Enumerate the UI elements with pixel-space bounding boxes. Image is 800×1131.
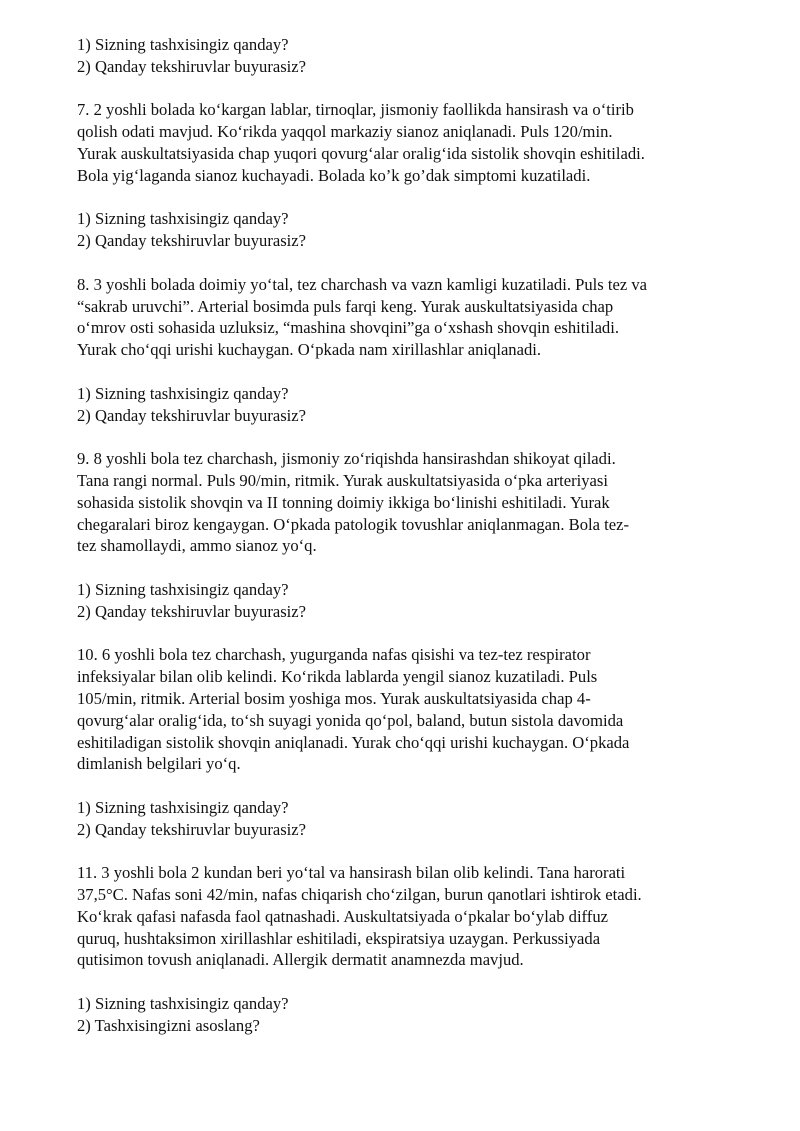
case-text-line: Bola yig‘laganda sianoz kuchayadi. Bolada ko’k go’dak simptomi kuzatiladi. [77, 165, 591, 185]
question-diagnosis: 1) Sizning tashxisingiz qanday? [77, 579, 289, 599]
question-diagnosis: 1) Sizning tashxisingiz qanday? [77, 209, 289, 229]
case-text [77, 99, 737, 186]
question-justify: 2) Tashxisingizni asoslang? [77, 1015, 260, 1035]
question-block [77, 797, 737, 841]
document-page [77, 34, 737, 1037]
question-examinations: 2) Qanday tekshiruvlar buyurasiz? [77, 231, 307, 251]
case-text-line: eshitiladigan sistolik shovqin aniqlanadi. Yurak cho‘qqi urishi kuchaygan. O‘pkada [77, 732, 630, 752]
case-text-line: qutisimon tovush aniqlanadi. Allergik dermatit anamnezda mavjud. [77, 950, 524, 970]
case-text-line: 8. 3 yoshli bolada doimiy yo‘tal, tez charchash va vazn kamligi kuzatiladi. Puls tez va [77, 274, 648, 294]
case-text-line: o‘mrov osti sohasida uzluksiz, “mashina shovqini”ga o‘xshash shovqin eshitiladi. [77, 318, 619, 338]
case-text-line: sohasida sistolik shovqin va II tonning doimiy ikkiga bo‘linishi eshitiladi. Yurak [77, 492, 610, 512]
question-examinations: 2) Qanday tekshiruvlar buyurasiz? [77, 819, 307, 839]
case-text-line: dimlanish belgilari yo‘q. [77, 754, 241, 774]
case-11 [77, 862, 737, 1036]
case-text [77, 862, 737, 971]
question-diagnosis: 1) Sizning tashxisingiz qanday? [77, 383, 289, 403]
case-text-line: Yurak auskultatsiyasida chap yuqori qovurg‘alar oralig‘ida sistolik shovqin eshitiladi. [77, 143, 645, 163]
question-diagnosis: 1) Sizning tashxisingiz qanday? [77, 994, 289, 1014]
case-text [77, 644, 737, 775]
case-9 [77, 448, 737, 622]
question-block [77, 993, 737, 1037]
question-diagnosis: 1) Sizning tashxisingiz qanday? [77, 35, 289, 54]
case-10 [77, 644, 737, 840]
question-examinations: 2) Qanday tekshiruvlar buyurasiz? [77, 601, 307, 621]
case-text-line: Tana rangi normal. Puls 90/min, ritmik. Yurak auskultatsiyasida o‘pka arteriyasi [77, 470, 608, 490]
case-text-line: 9. 8 yoshli bola tez charchash, jismoniy zo‘riqishda hansirashdan shikoyat qiladi. [77, 449, 616, 469]
case-text-line: “sakrab uruvchi”. Arterial bosimda puls farqi keng. Yurak auskultatsiyasida chap [77, 296, 614, 316]
case-text-line: chegaralari biroz kengaygan. O‘pkada patologik tovushlar aniqlanmagan. Bola tez- [77, 514, 629, 534]
case-text-line: Ko‘krak qafasi nafasda faol qatnashadi. Auskultatsiyada o‘pkalar bo‘ylab diffuz [77, 906, 608, 926]
question-examinations: 2) Qanday tekshiruvlar buyurasiz? [77, 56, 307, 76]
case-text-line: 10. 6 yoshli bola tez charchash, yugurganda nafas qisishi va tez-tez respirator [77, 645, 591, 665]
case-text [77, 274, 737, 361]
case-text-line: Yurak cho‘qqi urishi kuchaygan. O‘pkada nam xirillashlar aniqlanadi. [77, 340, 542, 360]
case-text-line: 11. 3 yoshli bola 2 kundan beri yo‘tal va hansirash bilan olib kelindi. Tana harorati [77, 863, 626, 883]
case-text-line: qovurg‘alar oralig‘ida, to‘sh suyagi yonida qo‘pol, baland, butun sistola davomida [77, 710, 624, 730]
case-text-line: quruq, hushtaksimon xirillashlar eshitiladi, ekspiratsiya uzaygan. Perkussiyada [77, 928, 601, 948]
case-text-line: 105/min, ritmik. Arterial bosim yoshiga mos. Yurak auskultatsiyasida chap 4- [77, 688, 591, 708]
question-block [77, 579, 737, 623]
case-text-line: 7. 2 yoshli bolada ko‘kargan lablar, tirnoqlar, jismoniy faollikda hansirash va o‘tirib [77, 100, 634, 120]
question-diagnosis: 1) Sizning tashxisingiz qanday? [77, 797, 289, 817]
question-block [77, 383, 737, 427]
case-text-line: infeksiyalar bilan olib kelindi. Ko‘rikda lablarda yengil sianoz kuzatiladi. Puls [77, 667, 598, 687]
case-8 [77, 274, 737, 427]
case-text-line: 37,5°C. Nafas soni 42/min, nafas chiqarish cho‘zilgan, burun qanotlari ishtirok etadi. [77, 885, 642, 905]
question-block-top [77, 34, 737, 78]
question-examinations: 2) Qanday tekshiruvlar buyurasiz? [77, 405, 307, 425]
case-7 [77, 99, 737, 252]
case-text-line: qolish odati mavjud. Ko‘rikda yaqqol markaziy sianoz aniqlanadi. Puls 120/min. [77, 122, 613, 142]
case-text [77, 448, 737, 557]
case-text-line: tez shamollaydi, ammo sianoz yo‘q. [77, 536, 317, 556]
question-block [77, 208, 737, 252]
